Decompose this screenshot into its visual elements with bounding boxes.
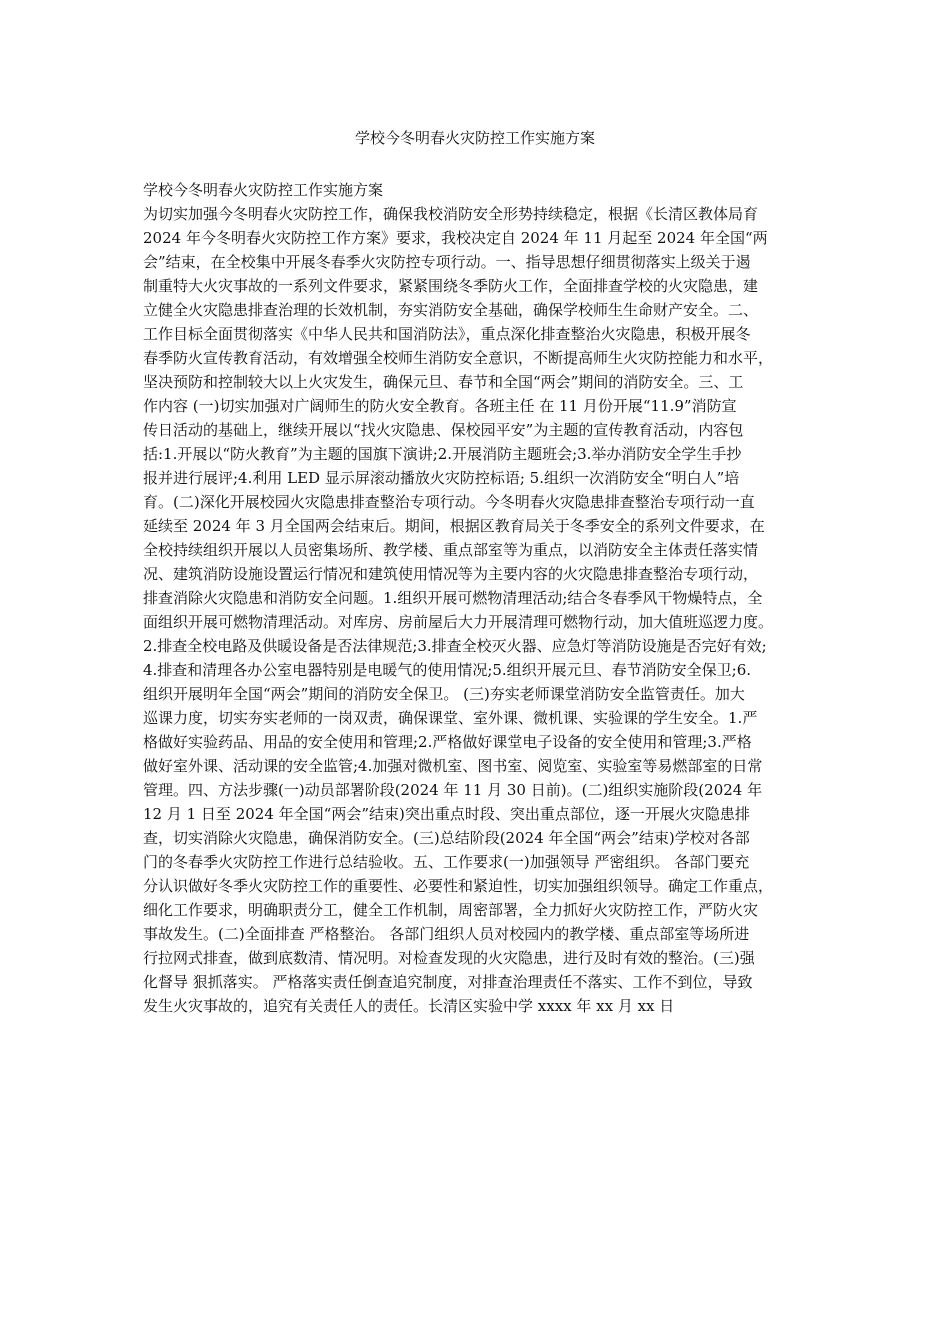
body-line: 化督导 狠抓落实。 严格落实责任倒查追究制度，对排查治理责任不落实、工作不到位，导致 bbox=[143, 973, 753, 991]
body-line: 全校持续组织开展以人员密集场所、教学楼、重点部室等为重点，以消防安全主体责任落实情 bbox=[143, 541, 759, 559]
body-line: 作内容 (一)切实加强对广阔师生的防火安全教育。各班主任 在 11 月份开展“11.9”消防宣 bbox=[143, 397, 737, 415]
body-line: 做好室外课、活动课的安全监管;4.加强对微机室、图书室、阅览室、实验室等易燃部室的日常 bbox=[143, 757, 763, 775]
body-line: 制重特大火灾事故的一系列文件要求，紧紧围绕冬季防火工作，全面排查学校的火灾隐患，建 bbox=[143, 277, 759, 295]
body-line: 况、建筑消防设施设置运行情况和建筑使用情况等为主要内容的火灾隐患排查整治专项行动， bbox=[143, 565, 759, 583]
body-line: 4.排查和清理各办公室电器特别是电暖气的使用情况;5.组织开展元旦、春节消防安全保卫;6. bbox=[143, 661, 752, 679]
body-line: 排查消除火灾隐患和消防安全问题。1.组织开展可燃物清理活动;结合冬春季风干物燥特点，全 bbox=[143, 589, 763, 607]
body-line: 发生火灾事故的，追究有关责任人的责任。长清区实验中学 xxxx 年 xx 月 xx 日 bbox=[143, 997, 675, 1015]
body-line: 巡课力度，切实夯实老师的一岗双责，确保课堂、室外课、微机课、实验课的学生安全。1.严 bbox=[143, 709, 758, 727]
body-line: 坚决预防和控制较大以上火灾发生，确保元旦、春节和全国“两会”期间的消防安全。三、工 bbox=[143, 373, 744, 391]
body-line: 延续至 2024 年 3 月全国两会结束后。期间，根据区教育局关于冬季安全的系列文件要求，在 bbox=[143, 517, 765, 535]
body-line: 分认识做好冬季火灾防控工作的重要性、必要性和紧迫性，切实加强组织领导。确定工作重点， bbox=[143, 877, 774, 895]
body-line: 行拉网式排查，做到底数清、情况明。对检查发现的火灾隐患，进行及时有效的整治。(三)强 bbox=[143, 949, 755, 967]
body-line: 2.排查全校电路及供暖设备是否法律规范;3.排查全校灭火器、应急灯等消防设施是否完好有效; bbox=[143, 637, 767, 655]
body-line: 面组织开展可燃物清理活动。对库房、房前屋后大力开展清理可燃物行动，加大值班巡逻力度。 bbox=[143, 613, 774, 631]
body-line: 括:1.开展以“防火教育”为主题的国旗下演讲;2.开展消防主题班会;3.举办消防安全学生手抄 bbox=[143, 445, 742, 463]
body-line: 管理。四、方法步骤(一)动员部署阶段(2024 年 11 月 30 日前)。(二)组织实施阶段(2024 年 bbox=[143, 781, 763, 799]
section-heading: 学校今冬明春火灾防控工作实施方案 bbox=[143, 181, 384, 199]
body-line: 细化工作要求，明确职责分工，健全工作机制，周密部署，全力抓好火灾防控工作，严防火灾 bbox=[143, 901, 759, 919]
body-line: 报并进行展评;4.利用 LED 显示屏滚动播放火灾防控标语; 5.组织一次消防安全“明白人”培 bbox=[143, 469, 740, 487]
body-line: 传日活动的基础上，继续开展以“找火灾隐患、保校园平安”为主题的宣传教育活动，内容包 bbox=[143, 421, 744, 439]
document-body bbox=[143, 178, 809, 1018]
body-line: 格做好实验药品、用品的安全使用和管理;2.严格做好课堂电子设备的安全使用和管理;3.严格 bbox=[143, 733, 752, 751]
body-line: 查，切实消除火灾隐患，确保消防安全。(三)总结阶段(2024 年全国“两会”结束)学校对各部 bbox=[143, 829, 750, 847]
body-line: 12 月 1 日至 2024 年全国“两会”结束)突出重点时段、突出重点部位，逐一开展火灾隐患排 bbox=[143, 805, 750, 823]
document-title: 学校今冬明春火灾防控工作实施方案 bbox=[354, 129, 595, 147]
body-line: 会”结束，在全校集中开展冬春季火灾防控专项行动。一、指导思想仔细贯彻落实上级关于遏 bbox=[143, 253, 751, 271]
body-line: 春季防火宣传教育活动，有效增强全校师生消防安全意识，不断提高师生火灾防控能力和水平， bbox=[143, 349, 774, 367]
body-line: 2024 年今冬明春火灾防控工作方案》要求，我校决定自 2024 年 11 月起至 2024 年全国“两 bbox=[143, 229, 768, 247]
body-line: 组织开展明年全国“两会”期间的消防安全保卫。 (三)夯实老师课堂消防安全监管责任。加大 bbox=[143, 685, 745, 703]
body-line: 工作目标全面贯彻落实《中华人民共和国消防法》，重点深化排查整治火灾隐患，积极开展冬 bbox=[143, 325, 751, 343]
body-line: 立健全火灾隐患排查治理的长效机制，夯实消防安全基础，确保学校师生生命财产安全。二、 bbox=[143, 301, 759, 319]
body-line: 为切实加强今冬明春火灾防控工作，确保我校消防安全形势持续稳定，根据《长清区教体局育 bbox=[143, 205, 759, 223]
body-line: 事故发生。(二)全面排查 严格整治。 各部门组织人员对校园内的教学楼、重点部室等场所进 bbox=[143, 925, 750, 943]
body-line: 育。(二)深化开展校园火灾隐患排查整治专项行动。今冬明春火灾隐患排查整治专项行动一直 bbox=[143, 493, 755, 511]
body-line: 门的冬春季火灾防控工作进行总结验收。五、工作要求(一)加强领导 严密组织。 各部门要充 bbox=[143, 853, 750, 871]
